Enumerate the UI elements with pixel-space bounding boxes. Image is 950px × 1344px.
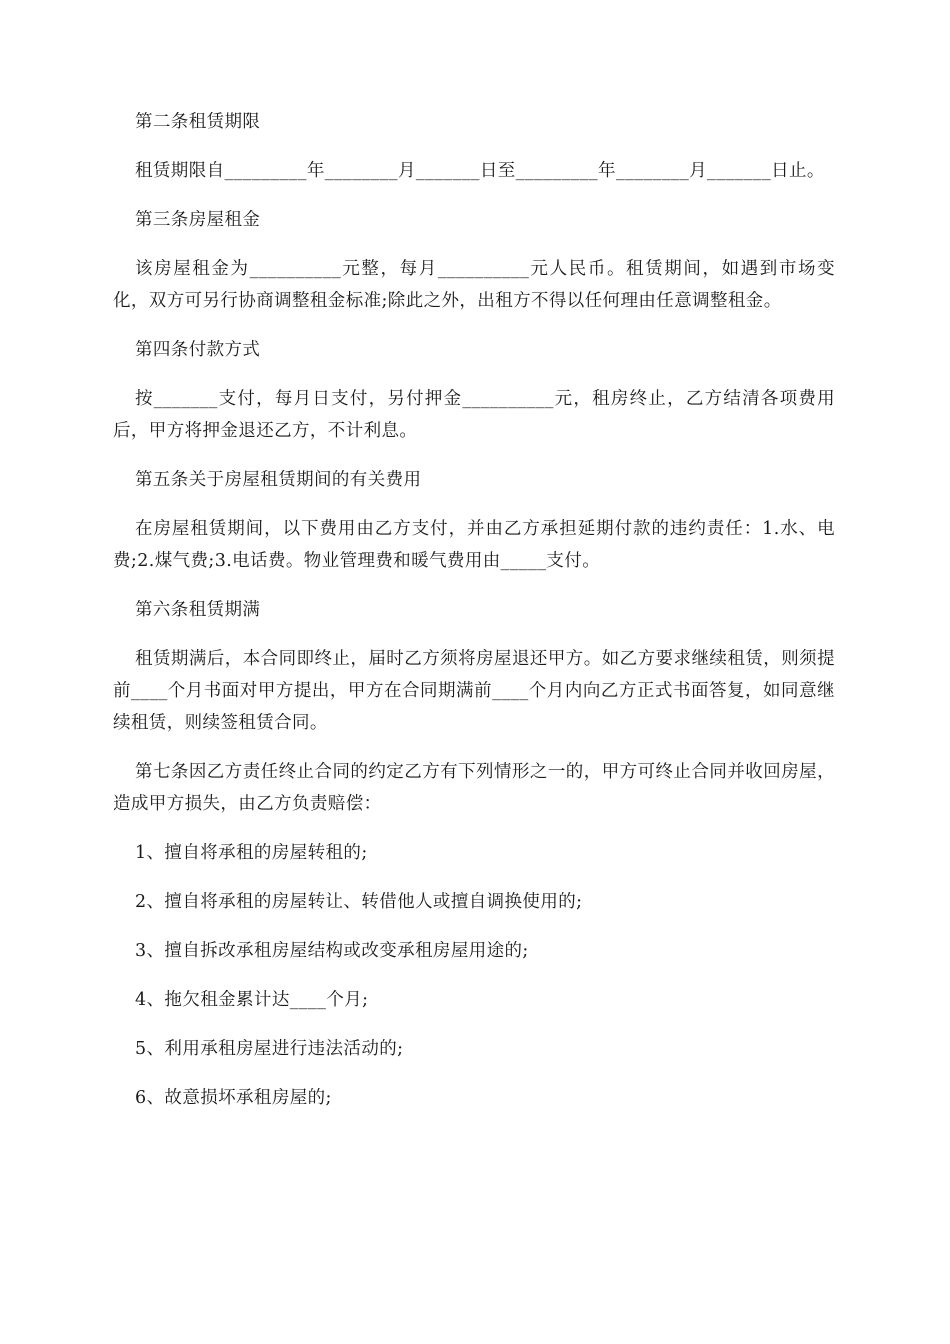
list-item: 4、拖欠租金累计达____个月; — [135, 990, 369, 1010]
clause-text-fees: 在房屋租赁期间，以下费用由乙方支付，并由乙方承担延期付款的违约责任：1.水、电费;2.煤气费;3.电话费。物业管理费和暖气费用由_____支付。 — [113, 519, 835, 571]
clause-text-termination: 第七条因乙方责任终止合同的约定乙方有下列情形之一的，甲方可终止合同并收回房屋，造成甲方损失，由乙方负责赔偿： — [113, 762, 835, 814]
list-item: 3、擅自拆改承租房屋结构或改变承租房屋用途的; — [135, 941, 529, 961]
list-item: 6、故意损坏承租房屋的; — [135, 1088, 332, 1108]
list-item: 2、擅自将承租的房屋转让、转借他人或擅自调换使用的; — [135, 892, 583, 912]
list-item: 1、擅自将承租的房屋转租的; — [135, 843, 368, 863]
clause-heading-2: 第二条租赁期限 — [135, 112, 261, 132]
clause-text-payment: 按_______支付，每月日支付，另付押金__________元，租房终止，乙方结清各项费用后，甲方将押金退还乙方，不计利息。 — [113, 389, 835, 441]
clause-heading-5: 第五条关于房屋租赁期间的有关费用 — [135, 470, 422, 490]
clause-text-expiry: 租赁期满后，本合同即终止，届时乙方须将房屋退还甲方。如乙方要求继续租赁，则须提前____个月书面对甲方提出，甲方在合同期满前____个月内向乙方正式书面答复，如同意继续租赁，则续签租赁合同。 — [113, 649, 835, 733]
clause-heading-6: 第六条租赁期满 — [135, 600, 261, 620]
clause-text-rent: 该房屋租金为__________元整，每月__________元人民币。租赁期间，如遇到市场变化，双方可另行协商调整租金标准;除此之外，出租方不得以任何理由任意调整租金。 — [113, 259, 835, 311]
document-body — [113, 106, 835, 1131]
list-item: 5、利用承租房屋进行违法活动的; — [135, 1039, 404, 1059]
clause-heading-3: 第三条房屋租金 — [135, 210, 261, 230]
clause-text-lease-term: 租赁期限自_________年________月_______日至_________年________月_______日止。 — [135, 161, 825, 181]
clause-heading-4: 第四条付款方式 — [135, 340, 261, 360]
